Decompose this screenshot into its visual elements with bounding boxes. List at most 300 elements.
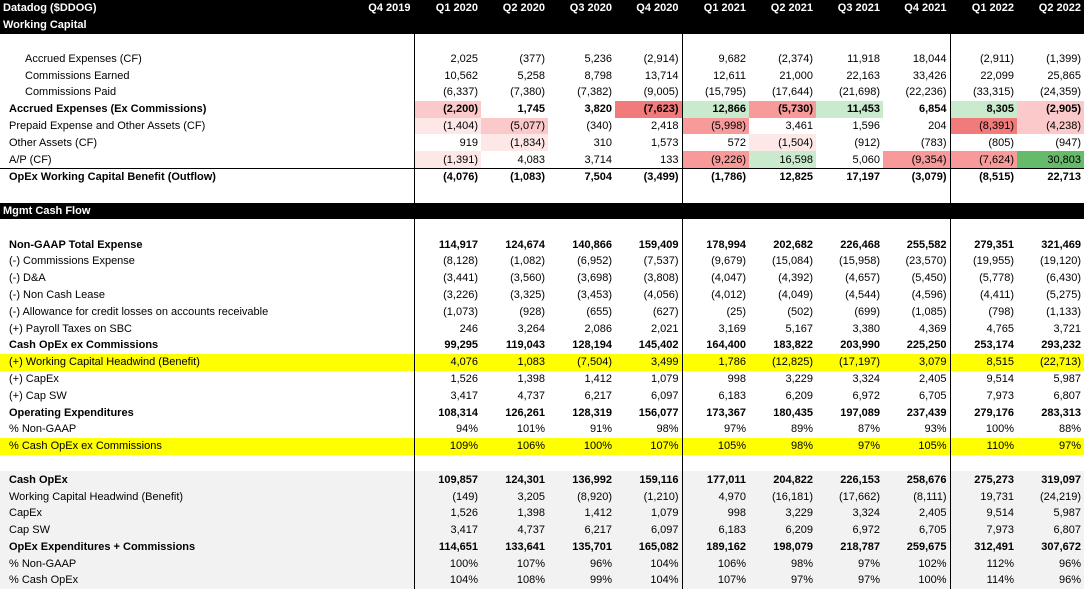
cell-value[interactable]: (502) — [787, 305, 813, 318]
cell-value[interactable]: (798) — [950, 303, 1017, 320]
cell-value[interactable]: 9,682 — [682, 50, 749, 67]
cell-value[interactable] — [347, 387, 414, 404]
cell-value[interactable]: 4,765 — [950, 320, 1017, 337]
cell-value[interactable]: 11,918 — [847, 52, 880, 65]
cell-value[interactable]: 93% — [924, 423, 947, 436]
cell-value[interactable]: 4,737 — [481, 522, 548, 539]
cell-value[interactable]: (912) — [854, 136, 880, 149]
cell-value[interactable]: 136,992 — [548, 471, 615, 488]
cell-value[interactable]: 197,089 — [840, 406, 880, 419]
cell-value[interactable]: 218,787 — [816, 539, 883, 556]
cell-value[interactable]: 2,418 — [650, 119, 679, 132]
cell-value[interactable]: (5,730) — [749, 101, 816, 118]
cell-value[interactable]: 178,994 — [682, 236, 749, 253]
cell-value[interactable]: 6,705 — [918, 389, 947, 402]
cell-value[interactable] — [347, 572, 414, 589]
cell-value[interactable]: (23,570) — [905, 255, 947, 268]
cell-value[interactable] — [347, 151, 414, 168]
cell-value[interactable]: (9,679) — [682, 253, 749, 270]
cell-value[interactable]: 106% — [682, 555, 749, 572]
cell-value[interactable]: (2,914) — [643, 52, 679, 65]
cell-value[interactable]: 312,491 — [950, 539, 1017, 556]
cell-value[interactable]: 3,721 — [1053, 322, 1081, 335]
cell-value[interactable]: (6,430) — [1046, 272, 1081, 285]
cell-value[interactable]: 105% — [883, 438, 950, 455]
cell-value[interactable] — [347, 101, 414, 118]
cell-value[interactable]: 17,197 — [816, 168, 883, 185]
cell-value[interactable]: 225,250 — [906, 339, 947, 352]
cell-value[interactable]: 22,163 — [846, 69, 880, 82]
cell-value[interactable]: 198,079 — [749, 539, 816, 556]
cell-value[interactable]: 3,079 — [883, 354, 950, 371]
cell-value[interactable]: 3,820 — [584, 103, 612, 116]
cell-value[interactable]: 319,097 — [1017, 471, 1084, 488]
cell-value[interactable]: 259,675 — [883, 539, 950, 556]
cell-value[interactable]: (7,537) — [643, 255, 679, 268]
cell-value[interactable]: (655) — [586, 305, 612, 318]
cell-value[interactable]: 3,205 — [481, 488, 548, 505]
cell-value[interactable]: 3,264 — [517, 322, 545, 335]
cell-value[interactable]: (5,998) — [682, 118, 749, 135]
cell-value[interactable]: 1,398 — [481, 505, 548, 522]
cell-value[interactable]: 96% — [1017, 555, 1084, 572]
cell-value[interactable] — [347, 421, 414, 438]
cell-value[interactable]: 6,209 — [749, 522, 816, 539]
cell-value[interactable]: 5,236 — [584, 52, 612, 65]
cell-value[interactable]: (947) — [1055, 136, 1081, 149]
cell-value[interactable]: (4,076) — [414, 168, 481, 185]
cell-value[interactable]: 107% — [481, 555, 548, 572]
cell-value[interactable]: 165,082 — [615, 539, 682, 556]
cell-value[interactable]: 5,060 — [852, 153, 880, 166]
cell-value[interactable]: 98% — [749, 555, 816, 572]
cell-value[interactable]: 107% — [682, 572, 749, 589]
cell-value[interactable]: (1,210) — [615, 488, 682, 505]
cell-value[interactable]: 88% — [1058, 423, 1081, 436]
cell-value[interactable]: 180,435 — [773, 406, 813, 419]
cell-value[interactable]: 5,987 — [1017, 505, 1084, 522]
cell-value[interactable]: (3,499) — [615, 168, 682, 185]
cell-value[interactable]: (1,834) — [481, 134, 548, 151]
cell-value[interactable]: 3,324 — [816, 505, 883, 522]
cell-value[interactable]: (19,955) — [950, 253, 1017, 270]
cell-value[interactable]: (699) — [854, 305, 880, 318]
cell-value[interactable]: 3,461 — [785, 119, 813, 132]
cell-value[interactable]: (17,644) — [772, 86, 813, 99]
cell-value[interactable]: 3,417 — [414, 522, 481, 539]
cell-value[interactable]: 5,258 — [517, 69, 545, 82]
cell-value[interactable]: (1,083) — [481, 168, 548, 185]
cell-value[interactable]: 293,232 — [1041, 339, 1081, 352]
cell-value[interactable]: 6,807 — [1053, 389, 1081, 402]
cell-value[interactable]: 255,582 — [906, 238, 947, 251]
cell-value[interactable]: 133,641 — [481, 539, 548, 556]
cell-value[interactable]: 9,514 — [950, 505, 1017, 522]
cell-value[interactable]: 25,865 — [1047, 69, 1081, 82]
cell-value[interactable]: 2,405 — [883, 505, 950, 522]
cell-value[interactable]: (4,047) — [682, 270, 749, 287]
cell-value[interactable]: 94% — [414, 421, 481, 438]
cell-value[interactable]: 204 — [928, 119, 947, 132]
cell-value[interactable]: 3,324 — [852, 372, 880, 385]
cell-value[interactable] — [347, 522, 414, 539]
cell-value[interactable]: (22,236) — [905, 86, 947, 99]
cell-value[interactable]: 310 — [593, 136, 612, 149]
cell-value[interactable]: 173,367 — [682, 404, 749, 421]
cell-value[interactable]: (6,952) — [577, 255, 612, 268]
cell-value[interactable]: 1,786 — [682, 354, 749, 371]
cell-value[interactable]: (4,596) — [911, 288, 947, 301]
cell-value[interactable]: 114% — [950, 572, 1017, 589]
cell-value[interactable]: (1,085) — [911, 305, 947, 318]
cell-value[interactable]: (4,049) — [778, 288, 813, 301]
cell-value[interactable]: 6,217 — [584, 389, 612, 402]
cell-value[interactable]: (4,012) — [682, 287, 749, 304]
cell-value[interactable]: (1,404) — [414, 118, 481, 135]
cell-value[interactable]: (8,128) — [414, 253, 481, 270]
cell-value[interactable]: 91% — [589, 423, 612, 436]
cell-value[interactable]: 6,807 — [1017, 522, 1084, 539]
cell-value[interactable]: (2,374) — [778, 52, 813, 65]
cell-value[interactable]: 5,987 — [1053, 372, 1081, 385]
cell-value[interactable]: (3,808) — [643, 272, 679, 285]
cell-value[interactable]: 97% — [816, 555, 883, 572]
cell-value[interactable]: 6,209 — [785, 389, 813, 402]
cell-value[interactable]: (5,077) — [481, 118, 548, 135]
cell-value[interactable]: 105% — [682, 438, 749, 455]
cell-value[interactable]: (3,325) — [510, 288, 545, 301]
cell-value[interactable]: 998 — [682, 505, 749, 522]
cell-value[interactable]: 919 — [414, 134, 481, 151]
cell-value[interactable]: (1,399) — [1046, 52, 1081, 65]
cell-value[interactable]: 6,183 — [682, 387, 749, 404]
cell-value[interactable]: 109% — [414, 438, 481, 455]
cell-value[interactable]: 156,077 — [638, 406, 679, 419]
cell-value[interactable]: 6,097 — [615, 522, 682, 539]
cell-value[interactable]: 108% — [481, 572, 548, 589]
cell-value[interactable]: 3,380 — [852, 322, 880, 335]
cell-value[interactable]: 13,714 — [644, 69, 679, 82]
cell-value[interactable]: 177,011 — [682, 471, 749, 488]
cell-value[interactable]: (5,450) — [911, 272, 947, 285]
cell-value[interactable]: 5,167 — [785, 322, 813, 335]
cell-value[interactable]: (33,315) — [950, 84, 1017, 101]
cell-value[interactable]: 133 — [660, 153, 679, 166]
cell-value[interactable]: 164,400 — [682, 337, 749, 354]
cell-value[interactable]: (1,504) — [749, 134, 816, 151]
cell-value[interactable]: 6,972 — [816, 522, 883, 539]
cell-value[interactable]: (15,958) — [839, 255, 880, 268]
cell-value[interactable]: (25) — [682, 303, 749, 320]
cell-value[interactable]: (3,560) — [510, 272, 545, 285]
cell-value[interactable]: 18,044 — [912, 52, 947, 65]
cell-value[interactable]: (7,623) — [615, 101, 682, 118]
cell-value[interactable]: (9,354) — [883, 151, 950, 168]
cell-value[interactable] — [347, 555, 414, 572]
cell-value[interactable]: (17,662) — [816, 488, 883, 505]
cell-value[interactable]: 97% — [816, 438, 883, 455]
cell-value[interactable] — [347, 84, 414, 101]
cell-value[interactable]: 96% — [1017, 572, 1084, 589]
cell-value[interactable]: 98% — [656, 423, 679, 436]
cell-value[interactable]: 1,083 — [481, 354, 548, 371]
cell-value[interactable]: (4,544) — [845, 288, 880, 301]
cell-value[interactable]: 258,676 — [883, 471, 950, 488]
cell-value[interactable]: 1,573 — [650, 136, 679, 149]
cell-value[interactable]: 100% — [950, 421, 1017, 438]
cell-value[interactable] — [347, 303, 414, 320]
cell-value[interactable]: (3,226) — [414, 287, 481, 304]
cell-value[interactable] — [347, 270, 414, 287]
cell-value[interactable]: 321,469 — [1041, 238, 1081, 251]
cell-value[interactable]: 102% — [883, 555, 950, 572]
cell-value[interactable]: (2,905) — [1017, 101, 1084, 118]
cell-value[interactable] — [347, 236, 414, 253]
cell-value[interactable]: 100% — [883, 572, 950, 589]
cell-value[interactable]: (3,079) — [883, 168, 950, 185]
cell-value[interactable]: 275,273 — [950, 471, 1017, 488]
cell-value[interactable] — [347, 337, 414, 354]
cell-value[interactable]: 279,351 — [950, 236, 1017, 253]
cell-value[interactable]: 2,405 — [918, 372, 947, 385]
cell-value[interactable]: (15,084) — [772, 255, 813, 268]
cell-value[interactable]: (7,380) — [510, 86, 545, 99]
cell-value[interactable]: 4,970 — [682, 488, 749, 505]
cell-value[interactable]: 12,825 — [749, 168, 816, 185]
cell-value[interactable]: (1,082) — [510, 255, 545, 268]
cell-value[interactable]: (1,786) — [682, 168, 749, 185]
cell-value[interactable]: 114,917 — [414, 236, 481, 253]
cell-value[interactable]: 283,313 — [1041, 406, 1081, 419]
cell-value[interactable]: (627) — [652, 305, 679, 318]
cell-value[interactable] — [347, 287, 414, 304]
cell-value[interactable]: 135,701 — [548, 539, 615, 556]
cell-value[interactable]: (8,920) — [548, 488, 615, 505]
cell-value[interactable]: 237,439 — [906, 406, 947, 419]
cell-value[interactable]: 253,174 — [950, 337, 1017, 354]
cell-value[interactable]: 124,674 — [505, 238, 545, 251]
cell-value[interactable]: (2,200) — [414, 101, 481, 118]
cell-value[interactable]: 1,412 — [548, 505, 615, 522]
cell-value[interactable]: 108,314 — [414, 404, 481, 421]
cell-value[interactable]: (8,515) — [950, 168, 1017, 185]
cell-value[interactable]: 98% — [749, 438, 816, 455]
cell-value[interactable] — [347, 371, 414, 388]
cell-value[interactable]: (4,392) — [778, 272, 813, 285]
cell-value[interactable]: 3,229 — [749, 505, 816, 522]
cell-value[interactable]: 33,426 — [912, 69, 947, 82]
cell-value[interactable]: 3,417 — [414, 387, 481, 404]
cell-value[interactable]: 226,468 — [840, 238, 880, 251]
cell-value[interactable]: 21,000 — [779, 69, 813, 82]
cell-value[interactable] — [347, 50, 414, 67]
cell-value[interactable] — [347, 539, 414, 556]
cell-value[interactable] — [347, 354, 414, 371]
cell-value[interactable]: 2,086 — [584, 322, 612, 335]
cell-value[interactable]: (12,825) — [749, 354, 816, 371]
cell-value[interactable]: (805) — [950, 134, 1017, 151]
cell-value[interactable]: (7,624) — [950, 151, 1017, 168]
cell-value[interactable]: (4,238) — [1017, 118, 1084, 135]
cell-value[interactable]: 1,745 — [517, 103, 545, 116]
cell-value[interactable]: 96% — [548, 555, 615, 572]
cell-value[interactable]: 998 — [682, 371, 749, 388]
cell-value[interactable]: (6,337) — [414, 84, 481, 101]
cell-value[interactable]: 22,713 — [1017, 168, 1084, 185]
cell-value[interactable]: 22,099 — [950, 67, 1017, 84]
cell-value[interactable]: 572 — [682, 134, 749, 151]
cell-value[interactable]: 128,319 — [572, 406, 612, 419]
cell-value[interactable]: 126,261 — [505, 406, 545, 419]
cell-value[interactable]: 107% — [615, 438, 682, 455]
cell-value[interactable]: (340) — [586, 119, 612, 132]
cell-value[interactable] — [347, 320, 414, 337]
cell-value[interactable]: 203,990 — [840, 339, 880, 352]
cell-value[interactable]: 1,398 — [517, 372, 545, 385]
cell-value[interactable] — [347, 67, 414, 84]
cell-value[interactable]: 3,499 — [615, 354, 682, 371]
cell-value[interactable]: (928) — [519, 305, 545, 318]
cell-value[interactable]: (4,411) — [950, 287, 1017, 304]
cell-value[interactable]: 9,514 — [950, 371, 1017, 388]
cell-value[interactable]: 100% — [414, 555, 481, 572]
cell-value[interactable]: 12,611 — [682, 67, 749, 84]
cell-value[interactable]: 87% — [857, 423, 880, 436]
cell-value[interactable]: (1,133) — [1046, 305, 1081, 318]
cell-value[interactable]: 2,025 — [414, 50, 481, 67]
cell-value[interactable]: 6,183 — [682, 522, 749, 539]
cell-value[interactable]: 1,079 — [650, 372, 679, 385]
cell-value[interactable] — [347, 438, 414, 455]
cell-value[interactable]: 119,043 — [505, 339, 545, 352]
cell-value[interactable]: 106% — [481, 438, 548, 455]
cell-value[interactable]: 124,301 — [481, 471, 548, 488]
cell-value[interactable] — [347, 118, 414, 135]
cell-value[interactable]: 104% — [414, 572, 481, 589]
cell-value[interactable]: 128,194 — [572, 339, 612, 352]
cell-value[interactable]: 1,596 — [852, 119, 880, 132]
cell-value[interactable]: (8,391) — [950, 118, 1017, 135]
cell-value[interactable]: (17,197) — [816, 354, 883, 371]
cell-value[interactable]: 2,021 — [650, 322, 679, 335]
cell-value[interactable]: (1,391) — [414, 151, 481, 168]
cell-value[interactable]: 3,714 — [584, 153, 612, 166]
cell-value[interactable]: 202,682 — [773, 238, 813, 251]
cell-value[interactable]: 97% — [1017, 438, 1084, 455]
cell-value[interactable]: 8,515 — [950, 354, 1017, 371]
cell-value[interactable]: 1,526 — [414, 371, 481, 388]
cell-value[interactable]: 1,079 — [615, 505, 682, 522]
cell-value[interactable] — [347, 404, 414, 421]
cell-value[interactable] — [347, 505, 414, 522]
cell-value[interactable]: 145,402 — [638, 339, 679, 352]
cell-value[interactable]: (9,226) — [682, 151, 749, 168]
cell-value[interactable]: (3,453) — [577, 288, 612, 301]
cell-value[interactable]: 6,972 — [852, 389, 880, 402]
cell-value[interactable]: 97% — [816, 572, 883, 589]
cell-value[interactable]: 10,562 — [414, 67, 481, 84]
cell-value[interactable]: 1,412 — [584, 372, 612, 385]
cell-value[interactable]: 30,803 — [1017, 151, 1084, 168]
cell-value[interactable]: 4,083 — [517, 153, 545, 166]
cell-value[interactable]: 97% — [682, 421, 749, 438]
cell-value[interactable]: (24,359) — [1040, 86, 1081, 99]
cell-value[interactable]: (21,698) — [839, 86, 880, 99]
cell-value[interactable]: 4,076 — [414, 354, 481, 371]
cell-value[interactable]: 109,857 — [414, 471, 481, 488]
cell-value[interactable]: (4,657) — [845, 272, 880, 285]
cell-value[interactable]: 7,973 — [950, 522, 1017, 539]
cell-value[interactable]: 140,866 — [572, 238, 612, 251]
cell-value[interactable]: 104% — [615, 572, 682, 589]
cell-value[interactable]: 159,409 — [638, 238, 679, 251]
cell-value[interactable]: 97% — [749, 572, 816, 589]
cell-value[interactable]: (5,275) — [1046, 288, 1081, 301]
cell-value[interactable]: 4,369 — [918, 322, 947, 335]
cell-value[interactable]: 246 — [414, 320, 481, 337]
cell-value[interactable]: 100% — [548, 438, 615, 455]
cell-value[interactable]: 204,822 — [749, 471, 816, 488]
cell-value[interactable] — [347, 168, 414, 185]
cell-value[interactable] — [347, 253, 414, 270]
cell-value[interactable]: 112% — [950, 555, 1017, 572]
cell-value[interactable]: (149) — [414, 488, 481, 505]
cell-value[interactable]: (9,005) — [643, 86, 679, 99]
cell-value[interactable]: 4,737 — [517, 389, 545, 402]
cell-value[interactable]: 8,305 — [950, 101, 1017, 118]
cell-value[interactable]: 6,217 — [548, 522, 615, 539]
cell-value[interactable]: 16,598 — [749, 151, 816, 168]
cell-value[interactable]: 110% — [950, 438, 1017, 455]
cell-value[interactable]: (4,056) — [643, 288, 679, 301]
cell-value[interactable]: (16,181) — [749, 488, 816, 505]
cell-value[interactable]: 8,798 — [584, 69, 612, 82]
cell-value[interactable]: 101% — [516, 423, 545, 436]
cell-value[interactable]: (7,382) — [577, 86, 612, 99]
cell-value[interactable]: 6,854 — [918, 103, 947, 116]
cell-value[interactable]: 11,453 — [816, 101, 883, 118]
cell-value[interactable]: 189,162 — [682, 539, 749, 556]
cell-value[interactable]: 183,822 — [773, 339, 813, 352]
cell-value[interactable]: (19,120) — [1040, 255, 1081, 268]
cell-value[interactable]: 19,731 — [950, 488, 1017, 505]
cell-value[interactable]: (22,713) — [1017, 354, 1084, 371]
cell-value[interactable]: (15,795) — [682, 84, 749, 101]
cell-value[interactable]: 1,526 — [414, 505, 481, 522]
cell-value[interactable]: (783) — [920, 136, 947, 149]
cell-value[interactable]: 159,116 — [615, 471, 682, 488]
cell-value[interactable]: (24,219) — [1017, 488, 1084, 505]
cell-value[interactable] — [347, 488, 414, 505]
cell-value[interactable]: 6,097 — [650, 389, 679, 402]
cell-value[interactable]: (7,504) — [548, 354, 615, 371]
cell-value[interactable]: 7,973 — [950, 387, 1017, 404]
cell-value[interactable]: (2,911) — [950, 50, 1017, 67]
cell-value[interactable]: (377) — [519, 52, 545, 65]
cell-value[interactable]: 3,229 — [785, 372, 813, 385]
cell-value[interactable]: (8,111) — [883, 488, 950, 505]
cell-value[interactable]: 6,705 — [883, 522, 950, 539]
cell-value[interactable]: (3,441) — [414, 270, 481, 287]
cell-value[interactable]: 226,153 — [816, 471, 883, 488]
cell-value[interactable]: 7,504 — [548, 168, 615, 185]
cell-value[interactable]: 12,866 — [682, 101, 749, 118]
cell-value[interactable]: 99% — [548, 572, 615, 589]
cell-value[interactable]: 99,295 — [414, 337, 481, 354]
cell-value[interactable] — [347, 134, 414, 151]
cell-value[interactable]: (3,698) — [577, 272, 612, 285]
cell-value[interactable]: 279,176 — [950, 404, 1017, 421]
